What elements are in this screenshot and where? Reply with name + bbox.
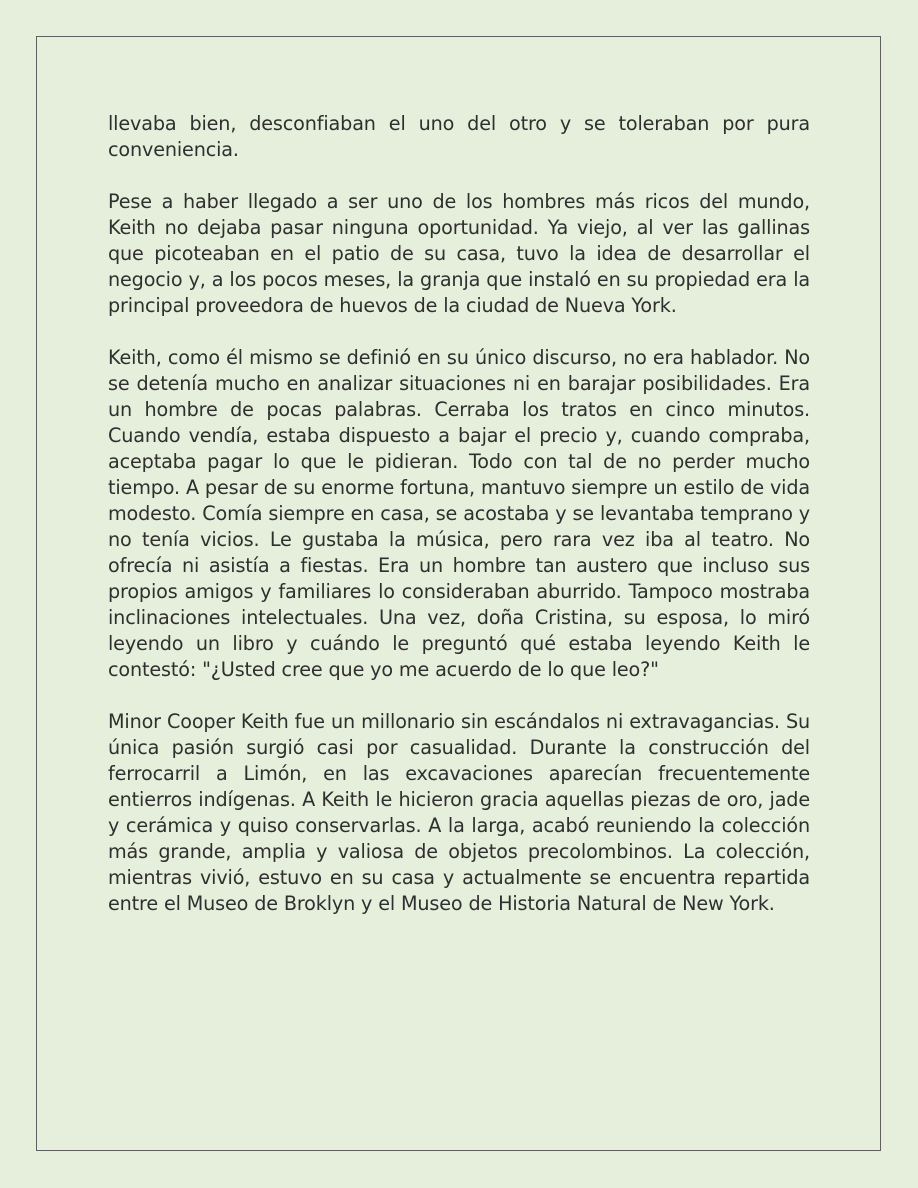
body-text <box>108 111 810 943</box>
paragraph-1: llevaba bien, desconfiaban el uno del otro y se toleraban por pura conveniencia. <box>108 112 810 161</box>
paragraph-2: Pese a haber llegado a ser uno de los hombres más ricos del mundo, Keith no dejaba pasar ninguna oportunidad. Ya viejo, al ver las gallinas que picoteaban en el patio de su casa, tuvo la idea de desarrollar el negocio y, a los pocos meses, la granja que instaló en su propiedad era la principal proveedora de huevos de la ciudad de Nueva York. <box>108 190 810 317</box>
paragraph-3: Keith, como él mismo se definió en su único discurso, no era hablador. No se detenía mucho en analizar situaciones ni en barajar posibilidades. Era un hombre de pocas palabras. Cerraba los tratos en cinco minutos. Cuando vendía, estaba dispuesto a bajar el precio y, cuando compraba, aceptaba pagar lo que le pidieran. Todo con tal de no perder mucho tiempo. A pesar de su enorme fortuna, mantuvo siempre un estilo de vida modesto. Comía siempre en casa, se acostaba y se levantaba temprano y no tenía vicios. Le gustaba la música, pero rara vez iba al teatro. No ofrecía ni asistía a fiestas. Era un hombre tan austero que incluso sus propios amigos y familiares lo consideraban aburrido. Tampoco mostraba inclinaciones intelectuales. Una vez, doña Cristina, su esposa, lo miró leyendo un libro y cuándo le preguntó qué estaba leyendo Keith le contestó: "¿Usted cree que yo me acuerdo de lo que leo?" <box>108 346 810 681</box>
paragraph-4: Minor Cooper Keith fue un millonario sin escándalos ni extravagancias. Su única pasión surgió casi por casualidad. Durante la construcción del ferrocarril a Limón, en las excavaciones aparecían frecuentemente entierros indígenas. A Keith le hicieron gracia aquellas piezas de oro, jade y cerámica y quiso conservarlas. A la larga, acabó reuniendo la colección más grande, amplia y valiosa de objetos precolombinos. La colección, mientras vivió, estuvo en su casa y actualmente se encuentra repartida entre el Museo de Broklyn y el Museo de Historia Natural de New York. <box>108 710 810 915</box>
